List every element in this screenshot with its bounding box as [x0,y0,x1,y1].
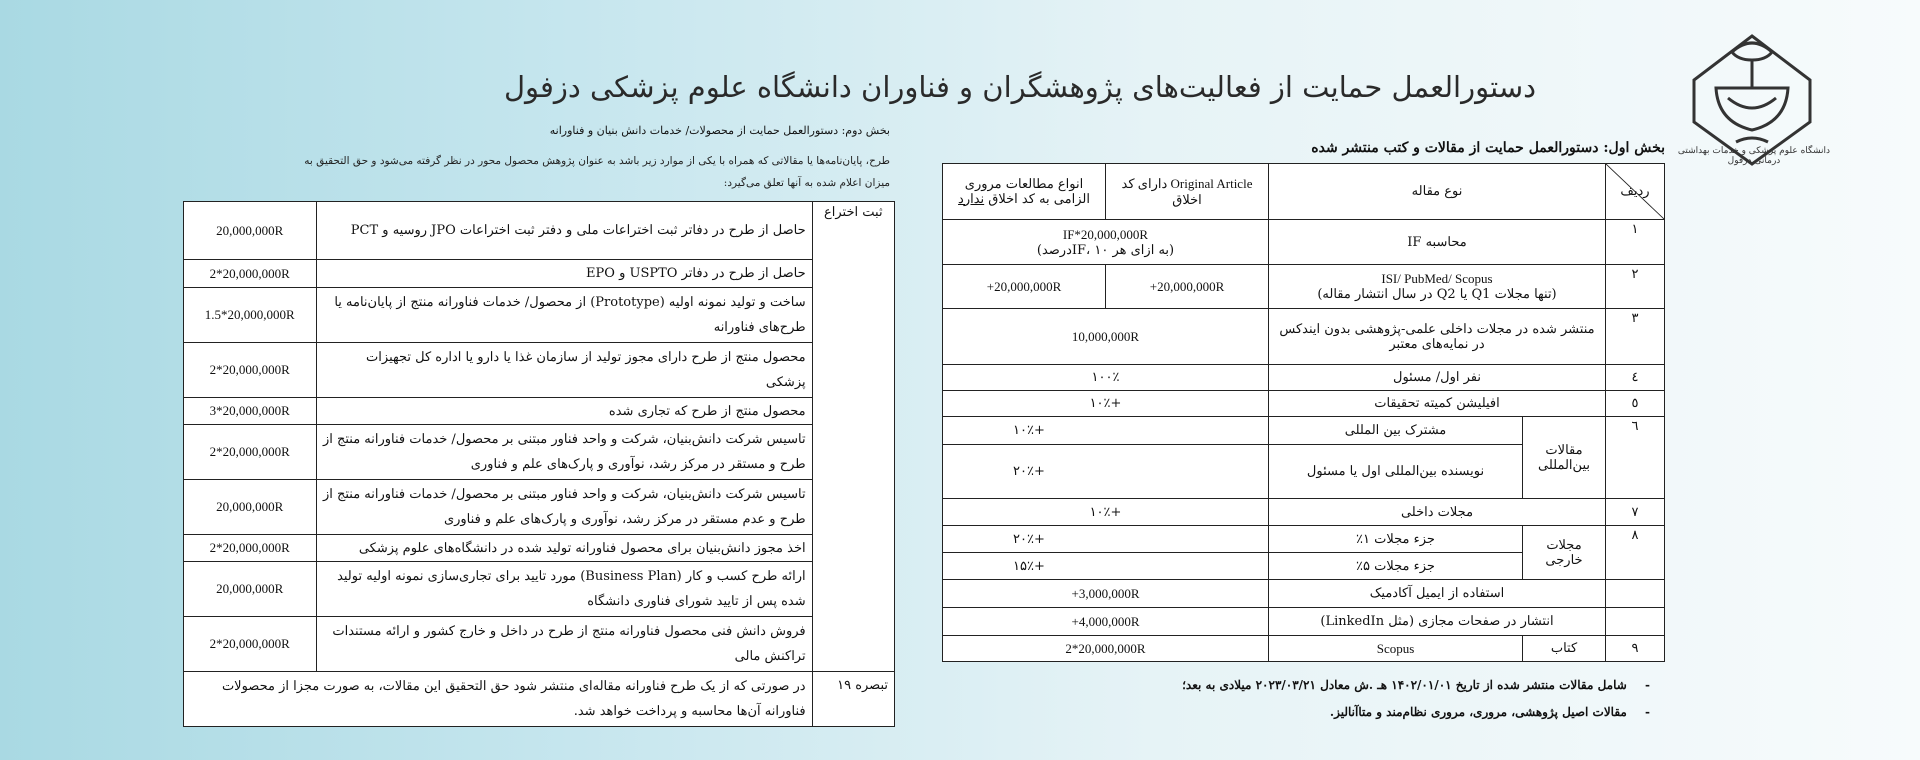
note-item: - مقالات اصیل پژوهشی، مروری، مروری نظام‌مند و متاآنالیز. [1182,699,1650,726]
table-row: ۹ کتاب Scopus 2*20,000,000R [943,636,1665,662]
table-row: ٤ نفر اول/ مسئول ۱۰۰٪ [943,365,1665,391]
review-header: انواع مطالعات مروری الزامی به کد اخلاق ندارد [943,164,1106,220]
category-cell: ثبت اختراع [812,202,894,672]
type-header: نوع مقاله [1269,164,1606,220]
page-title: دستورالعمل حمایت از فعالیت‌های پژوهشگران و فناوران دانشگاه علوم پزشکی دزفول [503,70,1537,104]
products-table [183,201,895,727]
table-row [184,672,895,727]
table-row: انتشار در صفحات مجازی (مثل LinkedIn) +4,000,000R [943,608,1665,636]
articles-table [942,163,1665,662]
table-row: ۸ مجلات خارجی جزء مجلات ۱٪ +۲۰٪ [943,526,1665,553]
table-row: ۱ محاسبه IF IF*20,000,000R (به ازای هر IF، ۱۰درصد) [943,220,1665,265]
table-row: محصول منتج از طرح که تجاری شده 3*20,000,000R [184,398,895,425]
part1-heading: بخش اول: دستورالعمل حمایت از مقالات و کتب منتشر شده [1311,140,1665,156]
table-row: استفاده از ایمیل آکادمیک +3,000,000R [943,580,1665,608]
note-label: تبصره ۱۹ [812,672,894,727]
table-row: نویسنده بین‌المللی اول یا مسئول +۲۰٪ [943,445,1665,499]
table-row: محصول منتج از طرح دارای مجوز تولید از سازمان غذا یا دارو یا اداره کل تجهیزات پزشکی 2*20,000,000R [184,343,895,398]
table-row: ٥ افیلیشن کمیته تحقیقات +۱۰٪ [943,391,1665,417]
table-row: ٦ مقالات بین‌المللی مشترک بین المللی +۱۰٪ [943,417,1665,445]
table-row: ۳ منتشر شده در مجلات داخلی علمی-پژوهشی بدون ایندکس در نمایه‌های معتبر 10,000,000R [943,309,1665,365]
row-header: ردیف [1606,164,1665,220]
table-row: اخذ مجوز دانش‌بنیان برای محصول فناورانه تولید شده در دانشگاه‌های علوم پزشکی 2*20,000,000R [184,535,895,562]
table-row: فروش دانش فنی محصول فناورانه منتج از طرح در داخل و خارج کشور و ارائه مستندات تراکنش مالی 2*20,000,000R [184,617,895,672]
part2-heading: بخش دوم: دستورالعمل حمایت از محصولات/ خدمات دانش بنیان و فناورانه [549,124,890,137]
table-row: ۷ مجلات داخلی +۱۰٪ [943,499,1665,526]
table-row: تاسیس شرکت دانش‌بنیان، شرکت و واحد فناور مبتنی بر محصول/ خدمات فناورانه منتج از طرح و مستقر در مرکز رشد، نوآوری و پارک‌های علم و فناوری 2*20,000,000R [184,425,895,480]
table-row: ثبت اختراع حاصل از طرح در دفاتر ثبت اختراعات ملی و دفتر ثبت اختراعات JPO روسیه و PCT 20,000,000R [184,202,895,260]
part2-intro: طرح، پایان‌نامه‌ها یا مقالاتی که همراه با یکی از موارد زیر باشد به عنوان پژوهش محصول محور در نظر گرفته می‌شود و حق التحقیق به میزان اعلام شده به آنها تعلق می‌گیرد: [304,155,890,189]
table-row: ارائه طرح کسب و کار (Business Plan) مورد تایید برای تجاری‌سازی نمونه اولیه تولید شده پس از تایید شورای فناوری دانشگاه 20,000,000R [184,562,895,617]
table-row: حاصل از طرح در دفاتر USPTO و EPO 2*20,000,000R [184,260,895,288]
logo-caption: دانشگاه علوم پزشکی و خدمات بهداشتی درمانی دزفول [1677,146,1831,166]
table-row: ۲ ISI/ PubMed/ Scopus (تنها مجلات Q1 یا Q2 در سال انتشار مقاله) +20,000,000R +20,000,000R [943,265,1665,309]
table-header-row [943,164,1665,220]
original-header: Original Article دارای کد اخلاق [1106,164,1269,220]
table-row: جزء مجلات ۵٪ +۱۵٪ [943,553,1665,580]
note-text: در صورتی که از یک طرح فناورانه مقاله‌ای منتشر شود حق التحقیق این مقالات، به صورت مجزا از محصولات فناورانه آن‌ها محاسبه و پرداخت خواهد شد. [184,672,813,727]
note-item: - شامل مقالات منتشر شده از تاریخ ۱۴۰۲/۰۱/۰۱ هـ .ش معادل ۲۰۲۳/۰۳/۲۱ میلادی به بعد؛ [1182,672,1650,699]
part1-notes [1182,672,1650,726]
table-row: تاسیس شرکت دانش‌بنیان، شرکت و واحد فناور مبتنی بر محصول/ خدمات فناورانه منتج از طرح و عدم مستقر در مرکز رشد، نوآوری و پارک‌های علم و فناوری 20,000,000R [184,480,895,535]
table-row: ساخت و تولید نمونه اولیه (Prototype) از محصول/ خدمات فناورانه منتج از پایان‌نامه یا طرح‌های فناورانه 1.5*20,000,000R [184,288,895,343]
